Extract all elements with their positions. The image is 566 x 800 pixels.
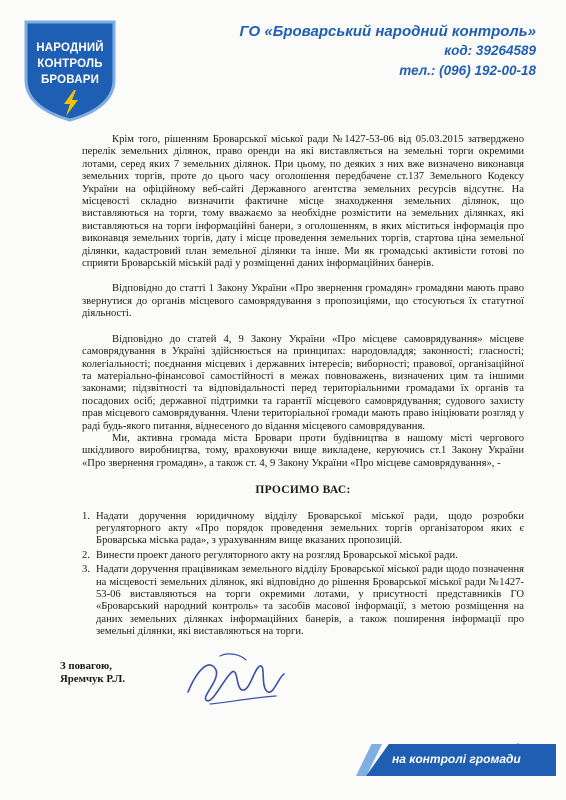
logo-line-2: КОНТРОЛЬ — [37, 58, 103, 70]
shield-icon — [22, 18, 118, 122]
request-text: Винести проект даного регуляторного акту на розгляд Броварської міської ради. — [96, 549, 458, 561]
organization-code: код: 39264589 — [444, 43, 536, 58]
organization-logo — [22, 18, 118, 122]
closing-block — [60, 660, 125, 686]
request-number: 3. — [82, 564, 90, 576]
paragraph-local-government-law: Відповідно до статей 4, 9 Закону України «Про місцеве самоврядування» місцеве самоврядування в Україні здійснюється на принципах: народовладдя; законності; гласності; колегіальності; поєднання місцевих і державних інтересів; виборності; правової, організаційної та матеріально-фінансової самостійності в межах повноважень, визначених цим та іншими законами; підзвітності та відповідальності перед територіальними громадами їх органів та посадових осіб; державної підтримки та гарантії місцевого самоврядування; судового захисту прав місцевого самоврядування. Члени територіальної громади мають право ініціювати розгляд у раді будь-якого питання, віднесеного до відання місцевого самоврядування. — [82, 333, 524, 432]
footer-slogan: на контролі громади — [392, 752, 521, 766]
organization-header — [240, 22, 536, 81]
handwritten-signature — [180, 648, 290, 712]
request-number: 2. — [82, 549, 90, 561]
paragraph-land-plots: Крім того, рішенням Броварської міської ради №1427-53-06 від 05.03.2015 затверджено перелік земельних ділянок, право оренди на які виставляється на земельні торги окремими лотами, серед яких 7 земельних ділянок. При цьому, по деяких з них вже визначено виконавця земельних торгів, проте до цього часу оголошення передбачене ст.137 Земельного Кодексу України на офіційному веб-сайті Державного агентства земельних ресурсів відсутнє. На місцевості складно визначити фактичне місце знаходження земельних ділянок, що виставляються на торги, тому вважаємо за необхідне розмістити на земельних ділянках, які виставляються на торги інформаційні банери, з оголошенням, в яких міститься інформація про виконавця земельних торгів, дату і місце проведення земельних торгів, стартова ціна земельної ділянки, кадастровий план земельної ділянки та інше. Ми як громадські активісти готові по сприяти Броварській міській раді у розміщенні даних інформаційних банерів. — [82, 134, 524, 270]
request-item — [82, 550, 524, 562]
request-text: Надати доручення юридичному відділу Броварської міської ради, щодо розробки регуляторного акту «Про порядок проведення земельних торгів організатором яких є Броварська міська рада», з урахуванням вище вказаних пропозицій. — [96, 510, 524, 547]
request-number: 1. — [82, 510, 90, 522]
organization-phone: тел.: (096) 192-00-18 — [399, 63, 536, 78]
request-item — [82, 564, 524, 638]
signatory-name: Яремчук Р.Л. — [60, 673, 126, 685]
request-heading: ПРОСИМО ВАС: — [255, 484, 351, 497]
paragraph-citizens-appeals-law: Відповідно до статті 1 Закону України «Про звернення громадян» громадяни мають право звернутися до органів місцевого самоврядування з пропозиціями, що стосуються їх статутної діяльності. — [82, 283, 524, 320]
letter-body — [82, 134, 524, 641]
request-text: Надати доручення працівникам земельного відділу Броварської міської ради щодо позначення на місцевості земельних ділянок, які відповідно до рішення Броварської міської ради №1427-53-06 виставляються на торги окремими лотами, у присутності представників ГО «Броварський народний контроль» та засобів масової інформації, з метою розміщення на даних земельних ділянках інформаційних банерів, а також поширення інформації про земельні ділянки, які виставляються на торги. — [96, 564, 524, 638]
organization-name: ГО «Броварський народний контроль» — [239, 23, 536, 40]
paragraph-community-position: Ми, активна громада міста Бровари проти будівництва в нашому місті чергового шкідливого виробництва, тому, враховуючи вище викладене, керуючись ст.1 Закону України «Про звернення громадян», а також ст. 4, 9 Закону України «Про місцеве самоврядування», - — [82, 432, 524, 469]
logo-line-1: НАРОДНИЙ — [36, 42, 104, 54]
closing-regards: З повагою, — [60, 660, 112, 672]
request-list — [82, 511, 524, 639]
logo-line-3: БРОВАРИ — [40, 74, 100, 86]
request-item — [82, 511, 524, 548]
